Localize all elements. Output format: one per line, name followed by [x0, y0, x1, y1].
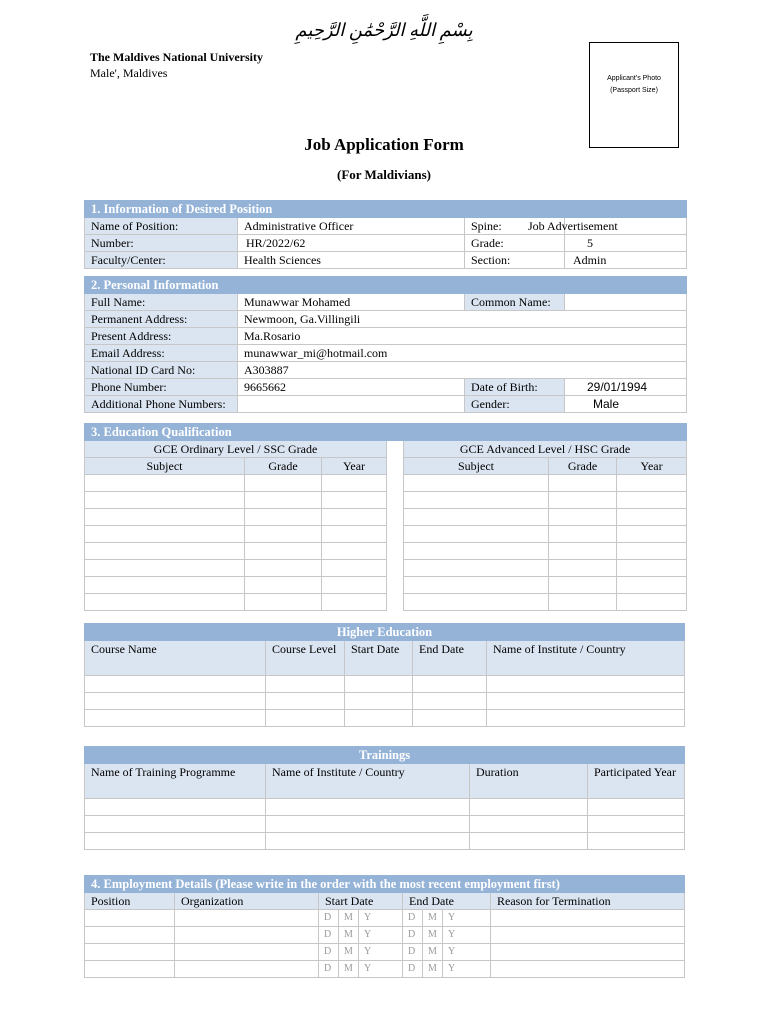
ol-year-cell[interactable]	[322, 492, 387, 509]
training-institute-header: Name of Institute / Country	[266, 764, 470, 799]
gender-label: Gender:	[465, 396, 565, 413]
table-gap	[387, 560, 404, 577]
start-day-cell[interactable]: D	[319, 961, 339, 978]
al-grade-cell[interactable]	[549, 509, 617, 526]
section-field[interactable]: Admin	[565, 252, 687, 269]
al-subject-cell[interactable]	[404, 492, 549, 509]
trainings-table	[84, 746, 685, 850]
spine-field[interactable]	[528, 218, 687, 235]
duration-cell[interactable]	[470, 833, 588, 850]
start-day-cell[interactable]: D	[319, 944, 339, 961]
training-row	[85, 816, 685, 833]
start-date-cell[interactable]	[345, 693, 413, 710]
participated-year-cell[interactable]	[588, 816, 685, 833]
course-level-cell[interactable]	[266, 710, 345, 727]
course-name-header: Course Name	[85, 641, 266, 676]
ol-year-cell[interactable]	[322, 560, 387, 577]
organization-cell[interactable]	[175, 927, 319, 944]
organization-header: Organization	[175, 893, 319, 910]
form-subtitle: (For Maldivians)	[336, 167, 431, 182]
al-grade-cell[interactable]	[549, 492, 617, 509]
organization-cell[interactable]	[175, 910, 319, 927]
al-subject-cell[interactable]	[404, 560, 549, 577]
permanent-address-label: Permanent Address:	[85, 311, 238, 328]
education-row	[85, 594, 687, 611]
start-month-cell[interactable]: M	[339, 961, 359, 978]
al-title: GCE Advanced Level / HSC Grade	[404, 441, 687, 458]
ol-grade-cell[interactable]	[245, 543, 322, 560]
employment-row	[85, 927, 685, 944]
permanent-address-field[interactable]: Newmoon, Ga.Villingili	[238, 311, 687, 328]
duration-header: Duration	[470, 764, 588, 799]
section3-title: 3. Education Qualification	[85, 424, 687, 441]
programme-cell[interactable]	[85, 816, 266, 833]
photo-label-line1: Applicant's Photo	[607, 75, 661, 82]
ol-subject-cell[interactable]	[85, 509, 245, 526]
ol-subject-cell[interactable]	[85, 543, 245, 560]
end-month-cell[interactable]: M	[423, 961, 443, 978]
higher-education-row	[85, 676, 685, 693]
ol-year-cell[interactable]	[322, 543, 387, 560]
start-day-cell[interactable]: D	[319, 910, 339, 927]
organization-cell[interactable]	[175, 944, 319, 961]
ol-year-cell[interactable]	[322, 509, 387, 526]
end-month-cell[interactable]: M	[423, 944, 443, 961]
al-year-cell[interactable]	[617, 577, 687, 594]
start-month-cell[interactable]: M	[339, 927, 359, 944]
trainings-title: Trainings	[85, 747, 685, 764]
al-subject-cell[interactable]	[404, 543, 549, 560]
education-row	[85, 509, 687, 526]
reason-cell[interactable]	[491, 910, 685, 927]
ol-year-header: Year	[322, 458, 387, 475]
ol-subject-cell[interactable]	[85, 526, 245, 543]
name-of-position-label: Name of Position:	[85, 218, 238, 235]
emp-end-date-header: End Date	[403, 893, 491, 910]
table-gap	[387, 475, 404, 492]
table-gap	[387, 543, 404, 560]
end-day-cell[interactable]: D	[403, 944, 423, 961]
position-cell[interactable]	[85, 910, 175, 927]
education-row	[85, 492, 687, 509]
ol-grade-cell[interactable]	[245, 492, 322, 509]
end-day-cell[interactable]: D	[403, 910, 423, 927]
common-name-label: Common Name:	[465, 294, 565, 311]
ol-year-cell[interactable]	[322, 594, 387, 611]
ol-grade-cell[interactable]	[245, 526, 322, 543]
al-subject-cell[interactable]	[404, 509, 549, 526]
national-id-field[interactable]: A303887	[238, 362, 687, 379]
al-year-header: Year	[617, 458, 687, 475]
section1-title: 1. Information of Desired Position	[85, 201, 687, 218]
end-date-header: End Date	[413, 641, 487, 676]
higher-education-row	[85, 710, 685, 727]
section-label: Section:	[465, 252, 565, 269]
personal-info-table	[84, 276, 687, 413]
section2-title: 2. Personal Information	[85, 277, 687, 294]
education-row	[85, 577, 687, 594]
name-of-position-field[interactable]: Administrative Officer	[238, 218, 465, 235]
al-subject-header: Subject	[404, 458, 549, 475]
emp-start-date-header: Start Date	[319, 893, 403, 910]
phone-field[interactable]: 9665662	[238, 379, 465, 396]
table-gap	[387, 458, 404, 475]
university-location: Male', Maldives	[90, 66, 168, 80]
al-subject-cell[interactable]	[404, 594, 549, 611]
course-level-cell[interactable]	[266, 693, 345, 710]
table-gap	[387, 594, 404, 611]
grade-label: Grade:	[465, 235, 565, 252]
end-day-cell[interactable]: D	[403, 927, 423, 944]
email-field[interactable]: munawwar_mi@hotmail.com	[238, 345, 687, 362]
al-year-cell[interactable]	[617, 509, 687, 526]
additional-phone-field[interactable]	[238, 396, 465, 413]
institute-header: Name of Institute / Country	[487, 641, 685, 676]
end-date-cell[interactable]	[413, 693, 487, 710]
table-gap	[387, 526, 404, 543]
desired-position-table	[84, 200, 687, 269]
position-header: Position	[85, 893, 175, 910]
organization-cell[interactable]	[175, 961, 319, 978]
training-institute-cell[interactable]	[266, 833, 470, 850]
al-year-cell[interactable]	[617, 543, 687, 560]
additional-phone-label: Additional Phone Numbers:	[85, 396, 238, 413]
course-name-cell[interactable]	[85, 676, 266, 693]
full-name-label: Full Name:	[85, 294, 238, 311]
grade-field[interactable]: 5	[565, 235, 687, 252]
reason-cell[interactable]	[491, 927, 685, 944]
full-name-field[interactable]: Munawwar Mohamed	[238, 294, 465, 311]
ol-grade-cell[interactable]	[245, 475, 322, 492]
education-table	[84, 423, 687, 611]
end-date-cell[interactable]	[413, 710, 487, 727]
spine-value: Job Advertisement	[528, 219, 618, 233]
ol-grade-cell[interactable]	[245, 577, 322, 594]
start-date-cell[interactable]	[345, 676, 413, 693]
al-grade-cell[interactable]	[549, 526, 617, 543]
training-row	[85, 833, 685, 850]
ol-year-cell[interactable]	[322, 577, 387, 594]
ol-subject-header: Subject	[85, 458, 245, 475]
institute-cell[interactable]	[487, 693, 685, 710]
ol-subject-cell[interactable]	[85, 594, 245, 611]
al-year-cell[interactable]	[617, 526, 687, 543]
end-date-cell[interactable]	[413, 676, 487, 693]
education-row	[85, 560, 687, 577]
table-gap	[387, 492, 404, 509]
al-subject-cell[interactable]	[404, 577, 549, 594]
faculty-label: Faculty/Center:	[85, 252, 238, 269]
ol-year-cell[interactable]	[322, 475, 387, 492]
programme-cell[interactable]	[85, 799, 266, 816]
end-year-cell[interactable]: Y	[443, 944, 491, 961]
ol-grade-header: Grade	[245, 458, 322, 475]
al-subject-cell[interactable]	[404, 526, 549, 543]
al-year-cell[interactable]	[617, 560, 687, 577]
table-gap	[387, 577, 404, 594]
start-day-cell[interactable]: D	[319, 927, 339, 944]
ol-subject-cell[interactable]	[85, 560, 245, 577]
email-label: Email Address:	[85, 345, 238, 362]
start-date-cell[interactable]	[345, 710, 413, 727]
training-institute-cell[interactable]	[266, 799, 470, 816]
al-grade-cell[interactable]	[549, 594, 617, 611]
present-address-label: Present Address:	[85, 328, 238, 345]
al-grade-cell[interactable]	[549, 475, 617, 492]
end-year-cell[interactable]: Y	[443, 961, 491, 978]
education-row	[85, 526, 687, 543]
institute-cell[interactable]	[487, 676, 685, 693]
applicant-photo-box[interactable]	[589, 42, 679, 148]
number-label: Number:	[85, 235, 238, 252]
course-level-cell[interactable]	[266, 676, 345, 693]
gender-field[interactable]: Male	[565, 396, 687, 413]
ol-title: GCE Ordinary Level / SSC Grade	[85, 441, 387, 458]
section4-title: 4. Employment Details (Please write in the order with the most recent employment first)	[85, 876, 685, 893]
employment-row	[85, 944, 685, 961]
end-year-cell[interactable]: Y	[443, 927, 491, 944]
end-day-cell[interactable]: D	[403, 961, 423, 978]
ol-subject-cell[interactable]	[85, 492, 245, 509]
start-month-cell[interactable]: M	[339, 910, 359, 927]
duration-cell[interactable]	[470, 816, 588, 833]
reason-cell[interactable]	[491, 944, 685, 961]
faculty-field[interactable]: Health Sciences	[238, 252, 465, 269]
programme-header: Name of Training Programme	[85, 764, 266, 799]
end-month-cell[interactable]: M	[423, 927, 443, 944]
university-name: The Maldives National University	[90, 50, 263, 64]
national-id-label: National ID Card No:	[85, 362, 238, 379]
spine-label: Spine:	[465, 218, 565, 235]
ol-subject-cell[interactable]	[85, 475, 245, 492]
participated-year-header: Participated Year	[588, 764, 685, 799]
al-year-cell[interactable]	[617, 594, 687, 611]
start-year-cell[interactable]: Y	[359, 944, 403, 961]
position-cell[interactable]	[85, 927, 175, 944]
higher-education-row	[85, 693, 685, 710]
ol-subject-cell[interactable]	[85, 577, 245, 594]
al-year-cell[interactable]	[617, 475, 687, 492]
institute-cell[interactable]	[487, 710, 685, 727]
dob-label: Date of Birth:	[465, 379, 565, 396]
photo-label	[590, 73, 678, 97]
higher-education-table	[84, 623, 685, 727]
ol-grade-cell[interactable]	[245, 560, 322, 577]
participated-year-cell[interactable]	[588, 833, 685, 850]
education-row	[85, 543, 687, 560]
phone-label: Phone Number:	[85, 379, 238, 396]
bismillah-calligraphy: بِسْمِ اللَّهِ الرَّحْمَٰنِ الرَّحِيمِ	[295, 20, 473, 40]
table-gap	[387, 441, 404, 458]
start-date-header: Start Date	[345, 641, 413, 676]
position-cell[interactable]	[85, 961, 175, 978]
reason-header: Reason for Termination	[491, 893, 685, 910]
form-title: Job Application Form	[304, 135, 464, 154]
al-grade-cell[interactable]	[549, 560, 617, 577]
training-row	[85, 799, 685, 816]
common-name-field[interactable]	[565, 294, 687, 311]
number-field[interactable]: HR/2022/62	[238, 235, 465, 252]
course-level-header: Course Level	[266, 641, 345, 676]
start-year-cell[interactable]: Y	[359, 927, 403, 944]
al-subject-cell[interactable]	[404, 475, 549, 492]
course-name-cell[interactable]	[85, 710, 266, 727]
employment-row	[85, 910, 685, 927]
al-year-cell[interactable]	[617, 492, 687, 509]
al-grade-cell[interactable]	[549, 543, 617, 560]
photo-label-line2: (Passport Size)	[610, 87, 658, 94]
employment-row	[85, 961, 685, 978]
higher-education-title: Higher Education	[85, 624, 685, 641]
ol-year-cell[interactable]	[322, 526, 387, 543]
start-year-cell[interactable]: Y	[359, 910, 403, 927]
end-month-cell[interactable]: M	[423, 910, 443, 927]
start-month-cell[interactable]: M	[339, 944, 359, 961]
employment-table	[84, 875, 685, 978]
reason-cell[interactable]	[491, 961, 685, 978]
position-cell[interactable]	[85, 944, 175, 961]
participated-year-cell[interactable]	[588, 799, 685, 816]
table-gap	[387, 509, 404, 526]
course-name-cell[interactable]	[85, 693, 266, 710]
ol-grade-cell[interactable]	[245, 509, 322, 526]
start-year-cell[interactable]: Y	[359, 961, 403, 978]
al-grade-cell[interactable]	[549, 577, 617, 594]
duration-cell[interactable]	[470, 799, 588, 816]
al-grade-header: Grade	[549, 458, 617, 475]
end-year-cell[interactable]: Y	[443, 910, 491, 927]
training-institute-cell[interactable]	[266, 816, 470, 833]
dob-field[interactable]: 29/01/1994	[565, 379, 687, 396]
present-address-field[interactable]: Ma.Rosario	[238, 328, 687, 345]
ol-grade-cell[interactable]	[245, 594, 322, 611]
programme-cell[interactable]	[85, 833, 266, 850]
education-row	[85, 475, 687, 492]
